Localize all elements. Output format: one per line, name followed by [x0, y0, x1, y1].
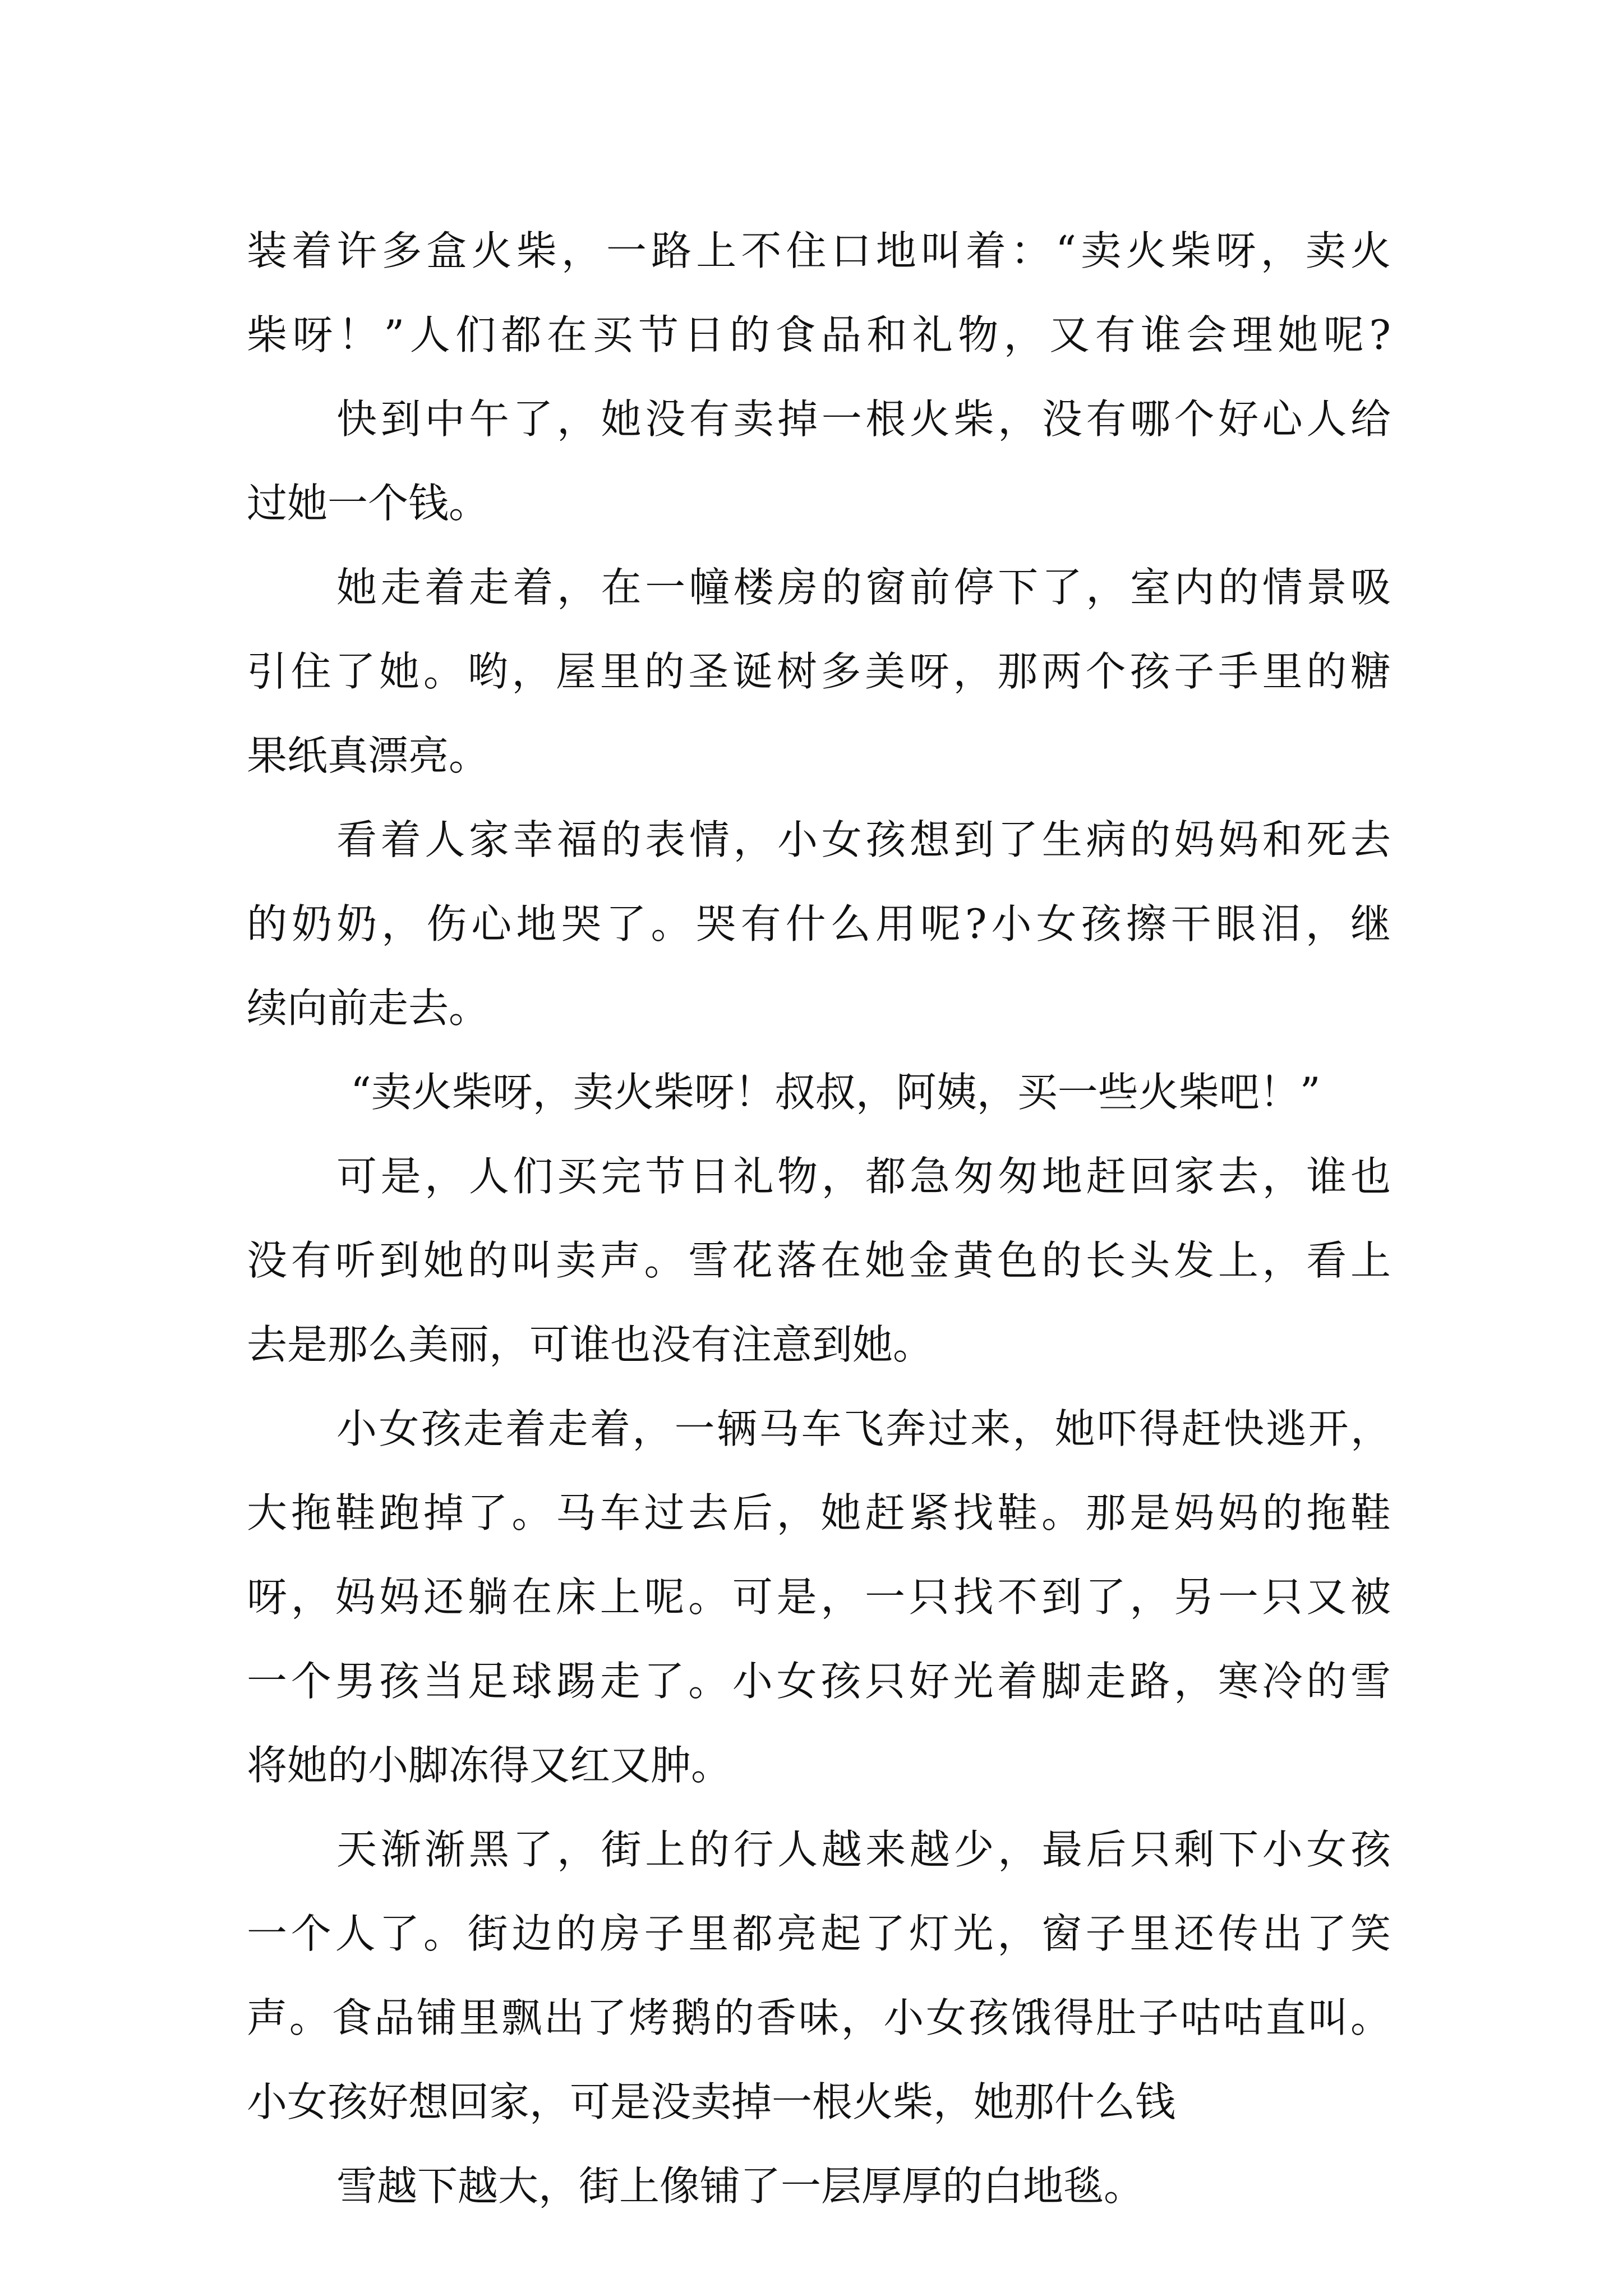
paragraph-start-line: 她走着走着，在一幢楼房的窗前停下了，室内的情景吸 [336, 564, 1391, 611]
text-line: 柴呀！”人们都在买节日的食品和礼物，又有谁会理她呢? [247, 311, 1391, 358]
text-line: 果纸真漂亮。 [247, 732, 490, 779]
text-line: 一个男孩当足球踢走了。小女孩只好光着脚走路，寒冷的雪 [247, 1658, 1391, 1705]
paragraph-start-line: 看着人家幸福的表情，小女孩想到了生病的妈妈和死去 [336, 816, 1391, 863]
text-line: 续向前走去。 [247, 984, 490, 1032]
text-line: 过她一个钱。 [247, 480, 490, 527]
text-line: 一个人了。街边的房子里都亮起了灯光，窗子里还传出了笑 [247, 1910, 1391, 1957]
text-line: 声。食品铺里飘出了烤鹅的香味，小女孩饿得肚子咕咕直叫。 [247, 1994, 1391, 2041]
text-line: 小女孩好想回家，可是没卖掉一根火柴，她那什么钱 [247, 2078, 1176, 2125]
dialogue-line: “卖火柴呀，卖火柴呀！叔叔，阿姨，买一些火柴吧！” [351, 1069, 1321, 1116]
paragraph-start-line: 雪越下越大，街上像铺了一层厚厚的白地毯。 [336, 2162, 1145, 2210]
text-line: 大拖鞋跑掉了。马车过去后，她赶紧找鞋。那是妈妈的拖鞋 [247, 1489, 1391, 1536]
paragraph-start-line: 天渐渐黑了，街上的行人越来越少，最后只剩下小女孩 [336, 1826, 1391, 1873]
text-line: 呀，妈妈还躺在床上呢。可是，一只找不到了，另一只又被 [247, 1573, 1391, 1621]
text-line: 引住了她。哟，屋里的圣诞树多美呀，那两个孩子手里的糖 [247, 648, 1391, 695]
paragraph-start-line: 快到中午了，她没有卖掉一根火柴，没有哪个好心人给 [336, 395, 1391, 443]
text-line: 将她的小脚冻得又红又肿。 [247, 1742, 732, 1789]
text-line: 去是那么美丽，可谁也没有注意到她。 [247, 1321, 934, 1368]
document-body [247, 209, 1391, 2228]
text-line: 没有听到她的叫卖声。雪花落在她金黄色的长头发上，看上 [247, 1237, 1391, 1284]
text-line: 的奶奶，伤心地哭了。哭有什么用呢?小女孩擦干眼泪，继 [247, 900, 1391, 947]
paragraph-start-line: 小女孩走着走着，一辆马车飞奔过来，她吓得赶快逃开， [336, 1405, 1391, 1452]
text-line: 装着许多盒火柴，一路上不住口地叫着：“卖火柴呀，卖火 [247, 227, 1391, 274]
paragraph-start-line: 可是，人们买完节日礼物，都急匆匆地赶回家去，谁也 [336, 1153, 1391, 1200]
